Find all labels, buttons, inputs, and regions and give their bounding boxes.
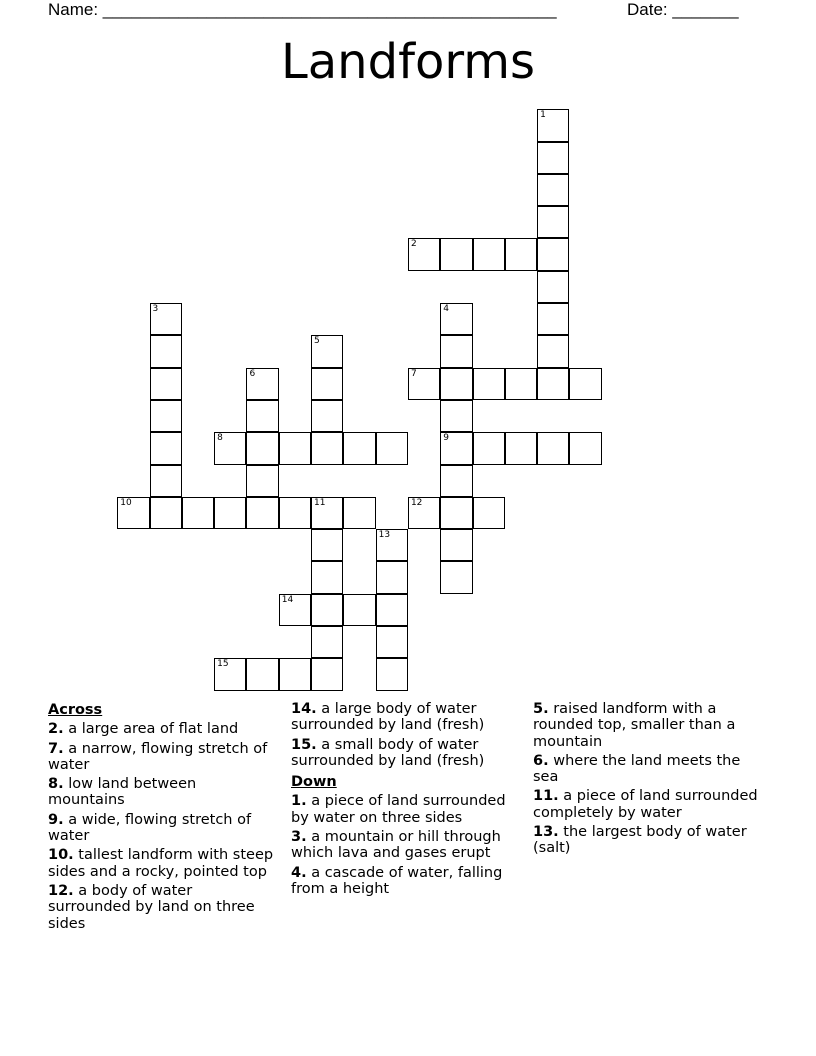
grid-cell[interactable] xyxy=(246,658,278,690)
clue-number: 14 xyxy=(281,594,294,605)
clue-number: 11 xyxy=(314,497,326,508)
grid-cell[interactable] xyxy=(537,238,569,270)
clue-number: 2 xyxy=(410,239,417,250)
clue-item xyxy=(533,753,763,786)
grid-cell[interactable] xyxy=(311,368,343,400)
clue-number: 12 xyxy=(410,497,423,508)
grid-cell[interactable] xyxy=(440,335,472,367)
clue-number: 13 xyxy=(378,530,391,541)
clue-number: 5 xyxy=(314,336,320,347)
clue-text: a narrow, flowing stretch of water xyxy=(48,740,268,773)
grid-cell[interactable] xyxy=(440,238,472,270)
grid-cell[interactable] xyxy=(537,303,569,335)
grid-cell[interactable] xyxy=(246,432,278,464)
clue-item xyxy=(291,829,521,862)
grid-cell[interactable] xyxy=(473,432,505,464)
grid-cell[interactable] xyxy=(537,109,569,141)
grid-cell[interactable] xyxy=(311,626,343,658)
grid-cell[interactable] xyxy=(440,400,472,432)
clue-text: a piece of land surrounded completely by water xyxy=(533,788,758,821)
grid-cell[interactable] xyxy=(311,561,343,593)
grid-cell[interactable] xyxy=(150,432,182,464)
clue-number-label: 7. xyxy=(48,740,64,757)
grid-cell[interactable] xyxy=(473,238,505,270)
clue-number: 3 xyxy=(152,304,159,315)
grid-cell[interactable] xyxy=(246,465,278,497)
clue-number: 15 xyxy=(217,659,229,670)
grid-cell[interactable] xyxy=(505,368,537,400)
clue-number-label: 1. xyxy=(291,793,307,810)
grid-cell[interactable] xyxy=(408,497,440,529)
clue-item xyxy=(291,865,521,898)
clue-number-label: 10. xyxy=(48,847,74,864)
grid-cell[interactable] xyxy=(182,497,214,529)
grid-cell[interactable] xyxy=(473,368,505,400)
grid-cell[interactable] xyxy=(440,497,472,529)
clue-number-label: 11. xyxy=(533,788,559,805)
grid-cell[interactable] xyxy=(537,271,569,303)
grid-cell[interactable] xyxy=(537,206,569,238)
clue-number-label: 6. xyxy=(533,752,549,769)
grid-cell[interactable] xyxy=(311,432,343,464)
clue-item xyxy=(48,883,276,932)
clue-text: a piece of land surrounded by water on three sides xyxy=(291,793,506,826)
grid-cell[interactable] xyxy=(537,174,569,206)
grid-cell[interactable] xyxy=(214,658,246,690)
grid-cell[interactable] xyxy=(505,238,537,270)
clue-item xyxy=(291,737,521,770)
grid-cell[interactable] xyxy=(279,594,311,626)
grid-cell[interactable] xyxy=(214,432,246,464)
grid-cell[interactable] xyxy=(343,432,375,464)
grid-cell[interactable] xyxy=(376,529,408,561)
clue-number: 6 xyxy=(249,368,256,379)
clue-text: a body of water surrounded by land on three sides xyxy=(48,882,255,932)
grid-cell[interactable] xyxy=(246,368,278,400)
clue-text: the largest body of water (salt) xyxy=(533,824,747,857)
grid-cell[interactable] xyxy=(440,561,472,593)
grid-cell[interactable] xyxy=(537,335,569,367)
grid-cell[interactable] xyxy=(311,529,343,561)
grid-cell[interactable] xyxy=(440,432,472,464)
clue-number: 1 xyxy=(540,110,546,121)
grid-cell[interactable] xyxy=(117,497,149,529)
grid-cell[interactable] xyxy=(279,497,311,529)
clue-number: 9 xyxy=(443,433,449,444)
grid-cell[interactable] xyxy=(311,335,343,367)
grid-cell[interactable] xyxy=(214,497,246,529)
grid-cell[interactable] xyxy=(150,497,182,529)
grid-cell[interactable] xyxy=(376,626,408,658)
page-title: Landforms xyxy=(281,34,535,90)
grid-cell[interactable] xyxy=(279,432,311,464)
clue-number: 7 xyxy=(410,368,417,379)
grid-cell[interactable] xyxy=(246,400,278,432)
clues-column-1 xyxy=(48,701,276,935)
across-heading: Across xyxy=(48,702,103,718)
across-clues-list xyxy=(48,721,276,932)
grid-cell[interactable] xyxy=(440,465,472,497)
date-field[interactable]: Date: _______ xyxy=(627,0,739,19)
grid-cell[interactable] xyxy=(537,368,569,400)
name-field[interactable]: Name: ________________________________________________ xyxy=(48,0,557,19)
clue-number-label: 9. xyxy=(48,811,64,828)
clue-item xyxy=(533,788,763,821)
clue-text: a mountain or hill through which lava and gases erupt xyxy=(291,829,501,862)
grid-cell[interactable] xyxy=(537,142,569,174)
grid-cell[interactable] xyxy=(150,303,182,335)
clues-column-3 xyxy=(533,701,763,860)
clues-column-2 xyxy=(291,701,521,900)
clue-text: a cascade of water, falling from a height xyxy=(291,864,503,897)
clue-item xyxy=(48,721,276,737)
clue-text: low land between mountains xyxy=(48,776,197,809)
grid-cell[interactable] xyxy=(408,368,440,400)
grid-cell[interactable] xyxy=(311,497,343,529)
clue-number-label: 8. xyxy=(48,776,64,793)
grid-cell[interactable] xyxy=(440,368,472,400)
clue-number-label: 13. xyxy=(533,824,559,841)
clue-number-label: 5. xyxy=(533,701,549,717)
grid-cell[interactable] xyxy=(440,529,472,561)
down-clues-list-continued xyxy=(533,701,763,857)
clue-item xyxy=(48,847,276,880)
grid-cell[interactable] xyxy=(505,432,537,464)
clue-number: 8 xyxy=(217,433,223,444)
grid-cell[interactable] xyxy=(311,594,343,626)
grid-cell[interactable] xyxy=(569,432,601,464)
clue-text: a large area of flat land xyxy=(63,721,239,738)
clue-text: a large body of water surrounded by land (fresh) xyxy=(291,701,485,734)
grid-cell[interactable] xyxy=(376,561,408,593)
grid-cell[interactable] xyxy=(537,432,569,464)
clue-number-label: 4. xyxy=(291,864,307,881)
clue-text: a wide, flowing stretch of water xyxy=(48,811,252,845)
clue-text: raised landform with a rounded top, smaller than a mountain xyxy=(533,701,736,750)
clue-number-label: 2. xyxy=(48,721,64,738)
clue-item xyxy=(533,824,763,857)
clue-item xyxy=(533,701,763,750)
clue-number-label: 14. xyxy=(291,701,317,717)
grid-cell[interactable] xyxy=(311,400,343,432)
clue-item xyxy=(48,812,276,845)
clue-item xyxy=(291,793,521,826)
grid-cell[interactable] xyxy=(150,335,182,367)
grid-cell[interactable] xyxy=(150,400,182,432)
clue-text: a small body of water surrounded by land (fresh) xyxy=(291,736,485,769)
clue-item xyxy=(291,701,521,734)
grid-cell[interactable] xyxy=(376,432,408,464)
down-clues-list xyxy=(291,793,521,897)
grid-cell[interactable] xyxy=(376,658,408,690)
grid-cell[interactable] xyxy=(343,497,375,529)
grid-cell[interactable] xyxy=(150,465,182,497)
clue-number: 10 xyxy=(120,497,132,508)
clue-text: tallest landform with steep sides and a rocky, pointed top xyxy=(48,847,274,880)
grid-cell[interactable] xyxy=(569,368,601,400)
grid-cell[interactable] xyxy=(311,658,343,690)
grid-cell[interactable] xyxy=(408,238,440,270)
clue-text: where the land meets the sea xyxy=(533,752,741,786)
grid-cell[interactable] xyxy=(376,594,408,626)
grid-cell[interactable] xyxy=(473,497,505,529)
grid-cell[interactable] xyxy=(246,497,278,529)
clue-number-label: 3. xyxy=(291,829,307,846)
clue-item xyxy=(48,741,276,774)
clue-item xyxy=(48,776,276,809)
grid-cell[interactable] xyxy=(279,658,311,690)
clue-number-label: 15. xyxy=(291,736,317,753)
across-clues-list-continued xyxy=(291,701,521,769)
grid-cell[interactable] xyxy=(150,368,182,400)
grid-cell[interactable] xyxy=(440,303,472,335)
clue-number: 4 xyxy=(443,304,449,315)
down-heading: Down xyxy=(291,774,337,791)
grid-cell[interactable] xyxy=(343,594,375,626)
clue-number-label: 12. xyxy=(48,882,74,899)
